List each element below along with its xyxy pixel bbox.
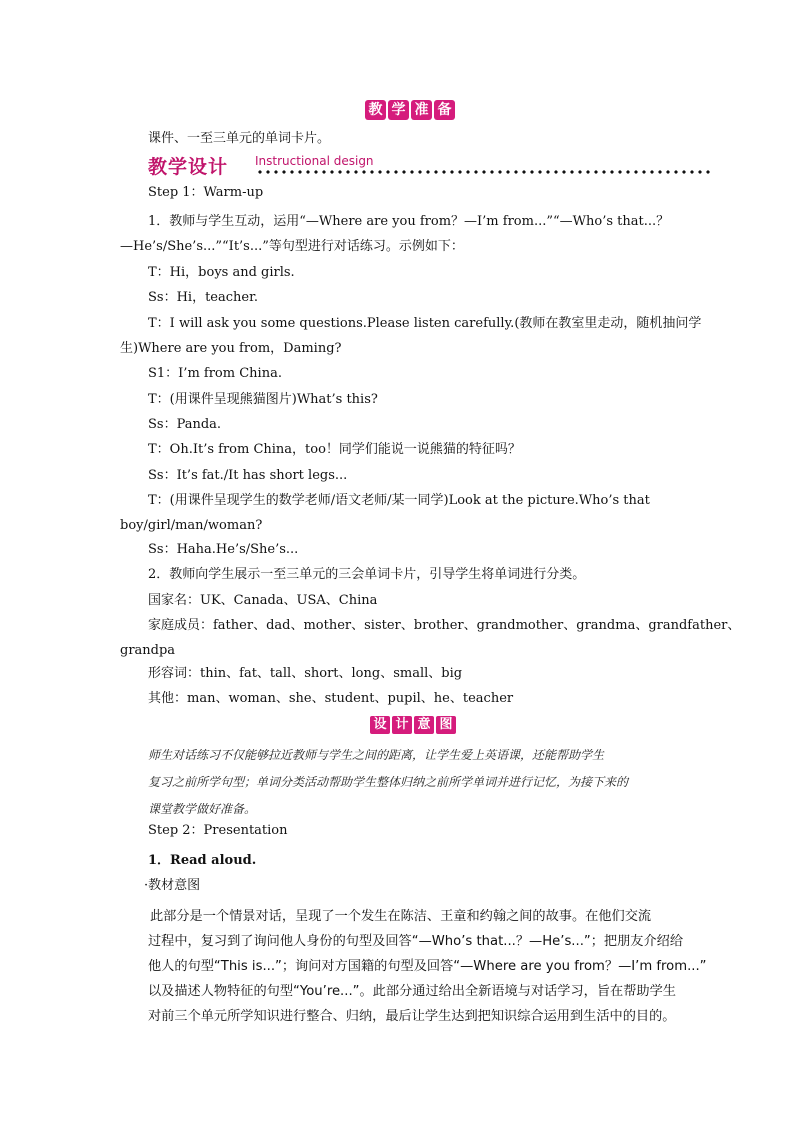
read-aloud-heading: 1．Read aloud. — [148, 853, 257, 868]
text-line: 形容词：thin、fat、tall、short、long、small、big — [148, 666, 463, 681]
text-line: T：Oh.It’s from China，too！同学们能说一说熊猫的特征吗？ — [148, 442, 521, 457]
text-line: boy/girl/man/woman? — [120, 518, 263, 533]
badge-char: 教 — [365, 100, 386, 120]
paragraph-line: 对前三个单元所学知识进行整合、归纳，最后让学生达到把知识综合运用到生活中的目的。 — [148, 1009, 676, 1024]
badge-char: 计 — [392, 716, 412, 734]
text-line: T：I will ask you some questions.Please listen carefully.(教师在教室里走动，随机抽问学 — [148, 316, 702, 331]
design-subtitle: Instructional design — [255, 154, 374, 168]
textbook-intent-label: ·教材意图 — [144, 878, 201, 893]
badge-char: 备 — [434, 100, 455, 120]
text-line: —He’s/She’s...”“It’s...”等句型进行对话练习。示例如下： — [120, 239, 464, 254]
textbook-intent-paragraph — [148, 904, 707, 1029]
text-line: T：(用课件呈现熊猫图片)What’s this? — [148, 392, 378, 407]
design-title: 教学设计 — [148, 156, 229, 178]
text-line: Ss：Panda. — [148, 417, 222, 432]
step1-title: Step 1：Warm-up — [148, 185, 264, 200]
text-line: 其他：man、woman、she、student、pupil、he、teacher — [148, 691, 514, 706]
teaching-prep-badge — [365, 100, 455, 120]
text-line: Ss：Hi，teacher. — [148, 290, 259, 305]
text-line: Ss：It’s fat./It has short legs... — [148, 468, 348, 483]
text-line: grandpa — [120, 643, 176, 658]
text-line: T：(用课件呈现学生的数学老师/语文老师/某一同学)Look at the picture.Who’s that — [148, 493, 650, 508]
text-line: Ss：Haha.He’s/She’s... — [148, 542, 299, 557]
badge-char: 图 — [436, 716, 456, 734]
dotted-divider — [256, 170, 712, 174]
badge-char: 准 — [411, 100, 432, 120]
badge-char: 设 — [370, 716, 390, 734]
paragraph-line: 以及描述人物特征的句型“You’re...”。此部分通过给出全新语境与对话学习，旨在帮助学生 — [148, 984, 676, 999]
text-line: 家庭成员：father、dad、mother、sister、brother、grandmother、grandma、grandfather、 — [148, 618, 741, 633]
paragraph-line: 过程中，复习到了询问他人身份的句型及回答“—Who’s that...？—He’s...”；把朋友介绍给 — [148, 934, 684, 949]
text-line: 1．教师与学生互动，运用“—Where are you from？—I’m from...”“—Who’s that...？ — [148, 214, 670, 229]
design-intent-note — [148, 742, 676, 823]
design-intent-badge — [370, 716, 456, 734]
paragraph-line: 此部分是一个情景对话，呈现了一个发生在陈洁、王童和约翰之间的故事。在他们交流 — [150, 909, 652, 924]
text-line: 生)Where are you from，Daming? — [120, 341, 342, 356]
paragraph-line: 他人的句型“This is...”；询问对方国籍的句型及回答“—Where are you from？—I’m from...” — [148, 959, 707, 974]
note-line: 复习之前所学句型；单词分类活动帮助学生整体归纳之前所学单词并进行记忆，为接下来的 — [148, 775, 629, 789]
text-line: T：Hi，boys and girls. — [148, 265, 295, 280]
step2-title: Step 2：Presentation — [148, 823, 288, 838]
note-line: 课堂教学做好准备。 — [148, 802, 257, 816]
badge-char: 意 — [414, 716, 434, 734]
text-line: 2．教师向学生展示一至三单元的三会单词卡片，引导学生将单词进行分类。 — [148, 567, 586, 582]
prep-text: 课件、一至三单元的单词卡片。 — [148, 131, 331, 146]
badge-char: 学 — [388, 100, 409, 120]
text-line: S1：I’m from China. — [148, 366, 282, 381]
note-line: 师生对话练习不仅能够拉近教师与学生之间的距离，让学生爱上英语课，还能帮助学生 — [148, 748, 605, 762]
text-line: 国家名：UK、Canada、USA、China — [148, 593, 378, 608]
